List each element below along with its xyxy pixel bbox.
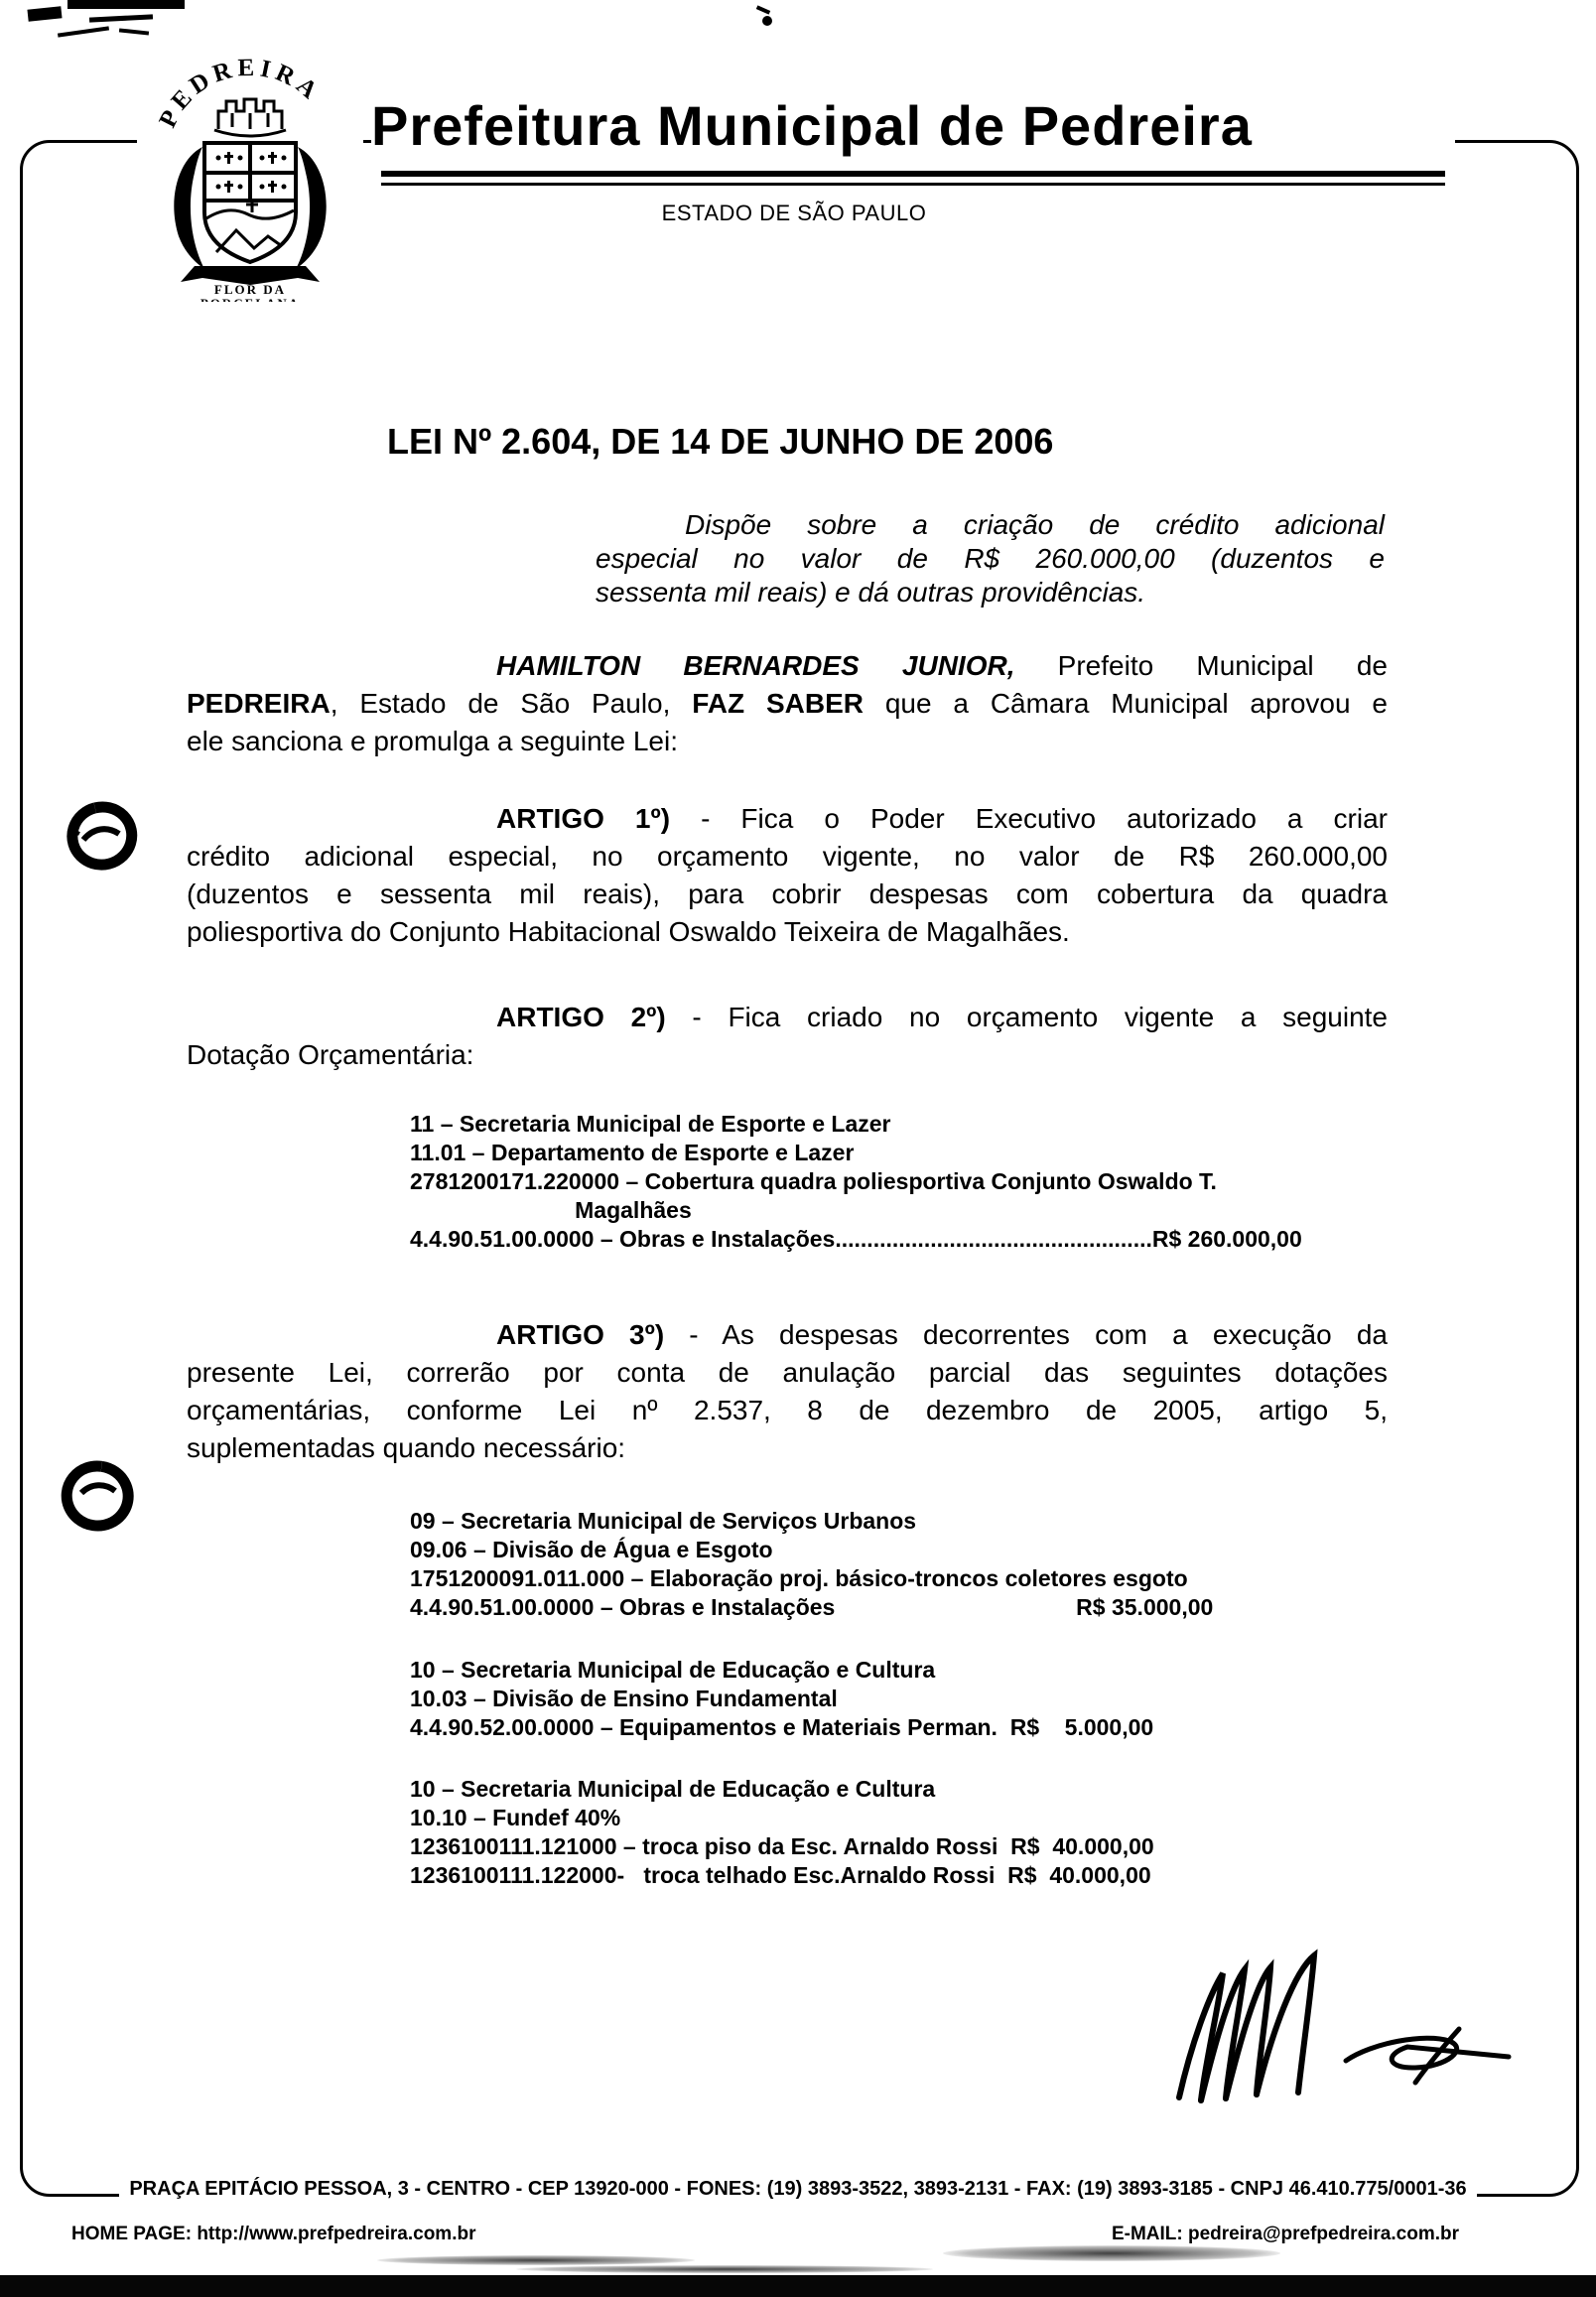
scan-speckle (943, 2245, 1280, 2261)
text-line: 09 – Secretaria Municipal de Serviços Urbanos (410, 1508, 917, 1534)
text-line: 10.03 – Divisão de Ensino Fundamental (410, 1686, 838, 1711)
law-ementa (596, 508, 1385, 609)
footer-homepage: HOME PAGE: http://www.prefpedreira.com.br (71, 2224, 476, 2244)
text-line: 10 – Secretaria Municipal de Educação e Cultura (410, 1657, 936, 1683)
budget-block-educacao-1 (410, 1656, 1393, 1742)
scan-smudge (67, 0, 185, 9)
text-line: 10.10 – Fundef 40% (410, 1805, 621, 1830)
text-line: presente Lei, correrão por conta de anulação parcial das seguintes dotações (187, 1357, 1388, 1388)
text-line: suplementadas quando necessário: (187, 1432, 626, 1463)
hole-punch-mark (58, 1457, 137, 1542)
text-line: 4.4.90.51.00.0000 – Obras e Instalações..................................................R$ 260.000,00 (410, 1226, 1302, 1252)
text-line: Magalhães (410, 1197, 692, 1223)
text-line: (duzentos e sessenta mil reais), para cobrir despesas com cobertura da quadra (187, 878, 1388, 909)
scan-smudge (762, 16, 772, 26)
budget-block-educacao-2 (410, 1775, 1393, 1890)
budget-block-article2 (410, 1110, 1393, 1254)
text-line: sessenta mil reais) e dá outras providências. (596, 577, 1146, 608)
org-title: Prefeitura Municipal de Pedreira (371, 93, 1455, 173)
text-line: 09.06 – Divisão de Água e Esgoto (410, 1537, 773, 1562)
footer-links (71, 2224, 1459, 2245)
footer-email: E-MAIL: pedreira@prefpedreira.com.br (1111, 2224, 1459, 2244)
signature-scribble (1169, 1934, 1536, 2132)
text-line: Dotação Orçamentária: (187, 1039, 474, 1070)
motto-line2 (200, 296, 300, 302)
budget-block-servicos-urbanos (410, 1507, 1393, 1622)
scan-speckle (377, 2255, 695, 2265)
hole-punch-mark (64, 798, 141, 880)
text-line: 10 – Secretaria Municipal de Educação e Cultura (410, 1776, 936, 1802)
law-opening-paragraph (187, 647, 1388, 760)
text-line: Dispõe sobre a criação de crédito adicional (685, 509, 1385, 540)
text-line: orçamentárias, conforme Lei nº 2.537, 8 de dezembro de 2005, artigo 5, (187, 1395, 1388, 1425)
scan-bottom-edge (0, 2275, 1596, 2297)
article-3 (187, 1316, 1388, 1467)
scan-smudge (58, 26, 109, 37)
scan-speckle (516, 2265, 933, 2273)
text-line: ARTIGO 1º) - Fica o Poder Executivo autorizado a criar (496, 803, 1388, 834)
text-line: 4.4.90.51.00.0000 – Obras e Instalações R$ 35.000,00 (410, 1594, 1214, 1620)
text-line: 11 – Secretaria Municipal de Esporte e Lazer (410, 1111, 891, 1137)
title-underline (381, 171, 1445, 177)
text-line: poliesportiva do Conjunto Habitacional Oswaldo Teixeira de Magalhães. (187, 916, 1070, 947)
text-line: 1751200091.011.000 – Elaboração proj. básico-troncos coletores esgoto (410, 1565, 1188, 1591)
text-line: 11.01 – Departamento de Esporte e Lazer (410, 1140, 855, 1165)
title-underline-2 (381, 183, 1445, 186)
text-line: PEDREIRA, Estado de São Paulo, FAZ SABER que a Câmara Municipal aprovou e (187, 688, 1388, 719)
text-line: 1236100111.122000- troca telhado Esc.Arnaldo Rossi R$ 40.000,00 (410, 1862, 1151, 1888)
text-line: especial no valor de R$ 260.000,00 (duzentos e (596, 543, 1385, 574)
footer-address: PRAÇA EPITÁCIO PESSOA, 3 - CENTRO - CEP 13920-000 - FONES: (19) 3893-3522, 3893-2131 - FAX: (19) 3893-3185 - CNPJ 46.410.775/0001-36 (40, 2178, 1556, 2201)
scan-smudge (27, 6, 62, 21)
article-1 (187, 800, 1388, 951)
text-line: ARTIGO 2º) - Fica criado no orçamento vigente a seguinte (496, 1002, 1388, 1032)
text-line: ele sanciona e promulga a seguinte Lei: (187, 726, 679, 756)
law-title: LEI Nº 2.604, DE 14 DE JUNHO DE 2006 (387, 421, 1054, 462)
text-line: 2781200171.220000 – Cobertura quadra poliesportiva Conjunto Oswaldo T. (410, 1168, 1217, 1194)
coat-top-text: PEDREIRA (154, 56, 327, 132)
article-2 (187, 999, 1388, 1074)
text-line: 1236100111.121000 – troca piso da Esc. Arnaldo Rossi R$ 40.000,00 (410, 1833, 1154, 1859)
pedreira-coat-of-arms (137, 56, 363, 302)
scan-smudge (89, 14, 153, 22)
scan-smudge (119, 28, 149, 35)
motto-line1: FLOR DA (213, 282, 287, 297)
text-line: 4.4.90.52.00.0000 – Equipamentos e Materiais Perman. R$ 5.000,00 (410, 1714, 1154, 1740)
org-subtitle: ESTADO DE SÃO PAULO (661, 201, 927, 225)
text-line: ARTIGO 3º) - As despesas decorrentes com a execução da (496, 1319, 1388, 1350)
scan-smudge (756, 5, 770, 14)
text-line: crédito adicional especial, no orçamento vigente, no valor de R$ 260.000,00 (187, 841, 1388, 872)
text-line: HAMILTON BERNARDES JUNIOR, Prefeito Municipal de (496, 650, 1388, 681)
